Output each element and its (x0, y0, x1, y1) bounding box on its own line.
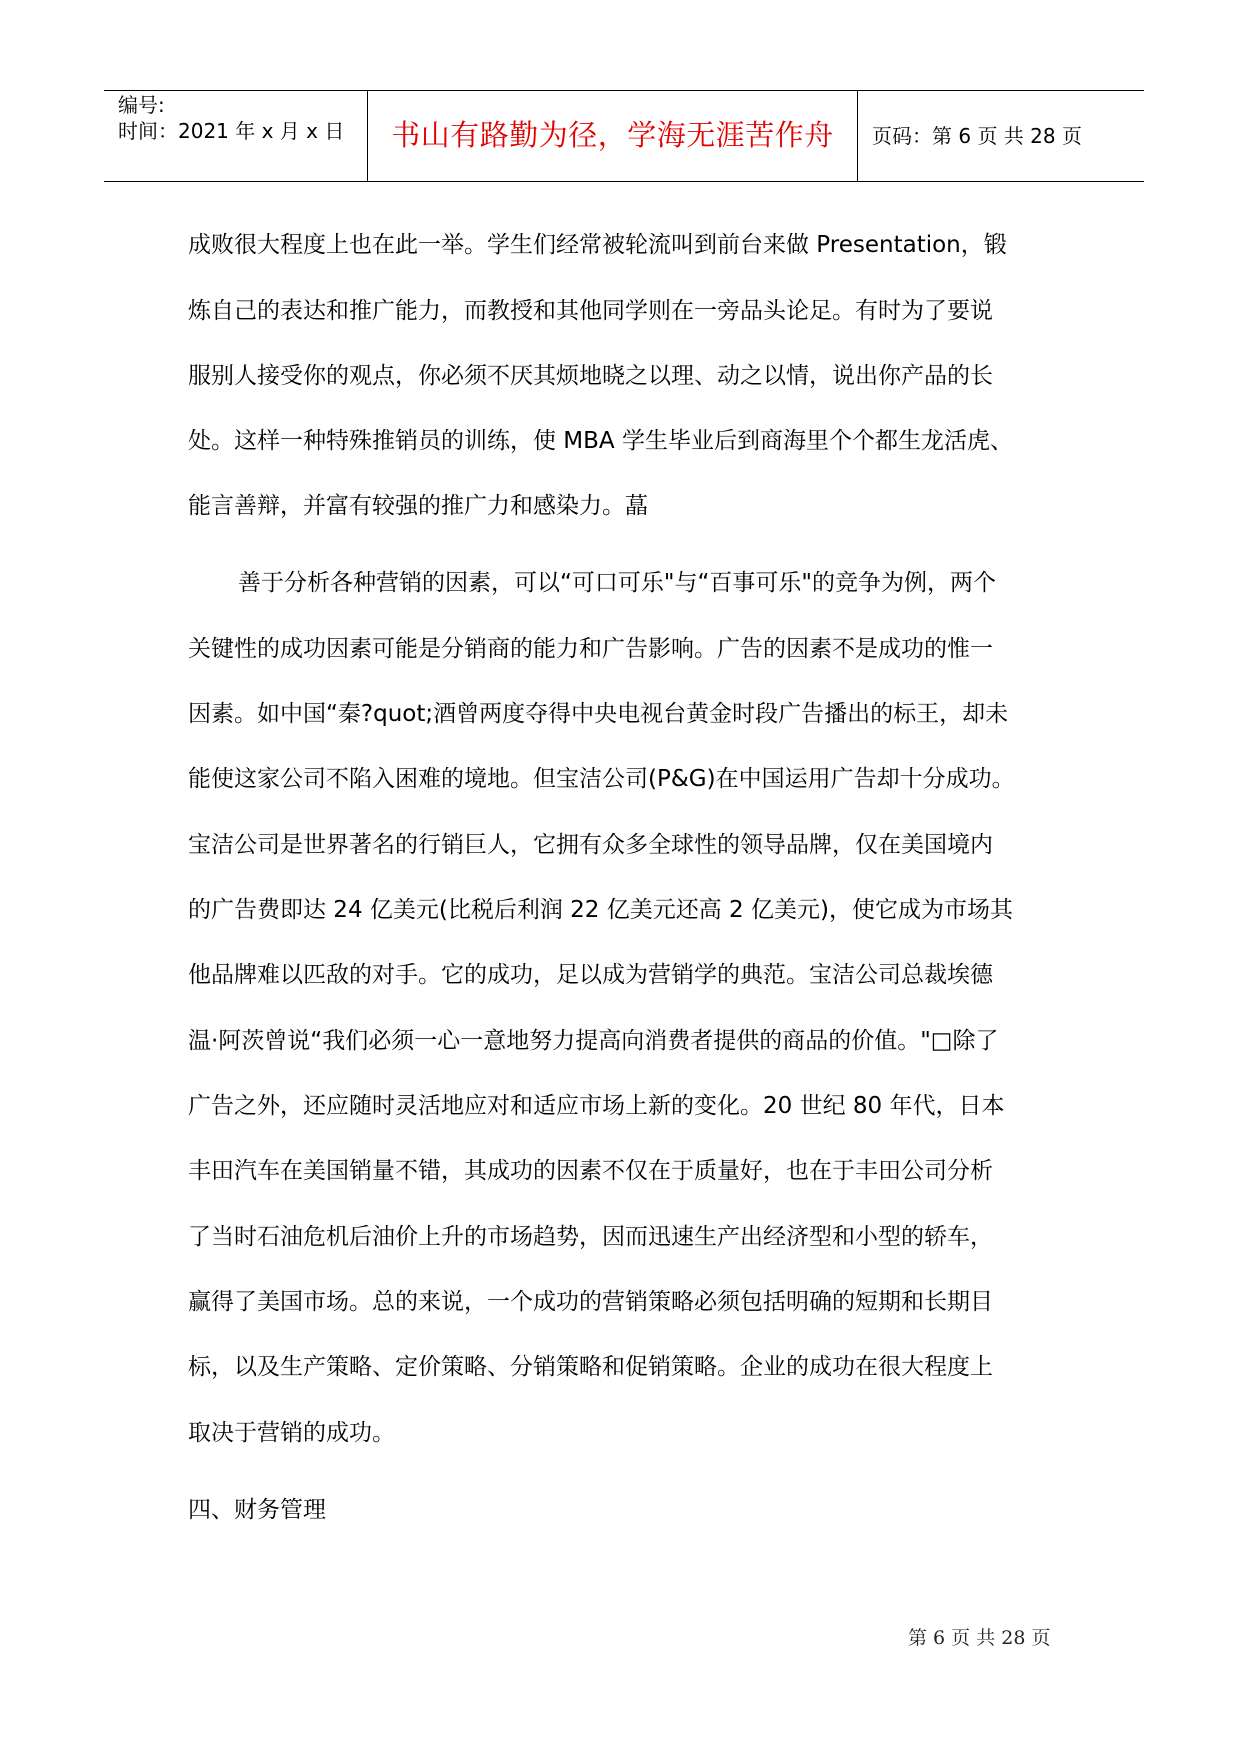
body-line: 赢得了美国市场。总的来说，一个成功的营销策略必须包括明确的短期和长期目 (188, 1289, 993, 1315)
body-line: 温·阿茨曾说“我们必须一心一意地努力提高向消费者提供的商品的价值。"□除了 (188, 1028, 999, 1054)
body-line: 取决于营销的成功。 (188, 1420, 395, 1446)
body-line: 了当时石油危机后油价上升的市场趋势，因而迅速生产出经济型和小型的轿车， (188, 1224, 993, 1250)
body-line: 广告之外，还应随时灵活地应对和适应市场上新的变化。20 世纪 80 年代，日本 (188, 1093, 1005, 1119)
body-line: 能使这家公司不陷入困难的境地。但宝洁公司(P&G)在中国运用广告却十分成功。 (188, 766, 1015, 792)
body-line: 标，以及生产策略、定价策略、分销策略和促销策略。企业的成功在很大程度上 (188, 1354, 993, 1380)
body-line: 处。这样一种特殊推销员的训练，使 MBA 学生毕业后到商海里个个都生龙活虎、 (188, 428, 1013, 454)
header-motto-cell (368, 91, 858, 181)
motto-text: 书山有路勤为径，学海无涯苦作舟 (391, 118, 834, 152)
body-line: 善于分析各种营销的因素，可以“可口可乐"与“百事可乐"的竞争为例，两个 (238, 570, 996, 596)
body-line: 宝洁公司是世界著名的行销巨人，它拥有众多全球性的领导品牌，仅在美国境内 (188, 832, 993, 858)
body-line: 能言善辩，并富有较强的推广力和感染力。蕌 (188, 493, 648, 519)
body-line: 他品牌难以匹敌的对手。它的成功，足以成为营销学的典范。宝洁公司总裁埃德 (188, 962, 993, 988)
body-line: 的广告费即达 24 亿美元(比税后利润 22 亿美元还高 2 亿美元)，使它成为市场其 (188, 897, 1013, 923)
header-meta-cell (104, 91, 368, 181)
number-label: 编号: (118, 93, 165, 117)
time-label: 时间：2021 年 x 月 x 日 (118, 119, 345, 143)
body-line: 关键性的成功因素可能是分销商的能力和广告影响。广告的因素不是成功的惟一 (188, 636, 993, 662)
header-page-cell (858, 91, 1144, 181)
body-line: 因素。如中国“秦?quot;酒曾两度夺得中央电视台黄金时段广告播出的标王，却未 (188, 701, 1009, 727)
page-header (104, 90, 1144, 182)
body-line: 服别人接受你的观点，你必须不厌其烦地晓之以理、动之以情，说出你产品的长 (188, 363, 993, 389)
body-line: 成败很大程度上也在此一举。学生们经常被轮流叫到前台来做 Presentation，锻 (188, 232, 1007, 258)
page-footer: 第 6 页 共 28 页 (908, 1627, 1051, 1649)
body-line: 炼自己的表达和推广能力，而教授和其他同学则在一旁品头论足。有时为了要说 (188, 298, 993, 324)
body-line: 丰田汽车在美国销量不错，其成功的因素不仅在于质量好，也在于丰田公司分析 (188, 1158, 993, 1184)
section-heading: 四、财务管理 (188, 1497, 326, 1523)
page-code: 页码：第 6 页 共 28 页 (872, 124, 1082, 148)
